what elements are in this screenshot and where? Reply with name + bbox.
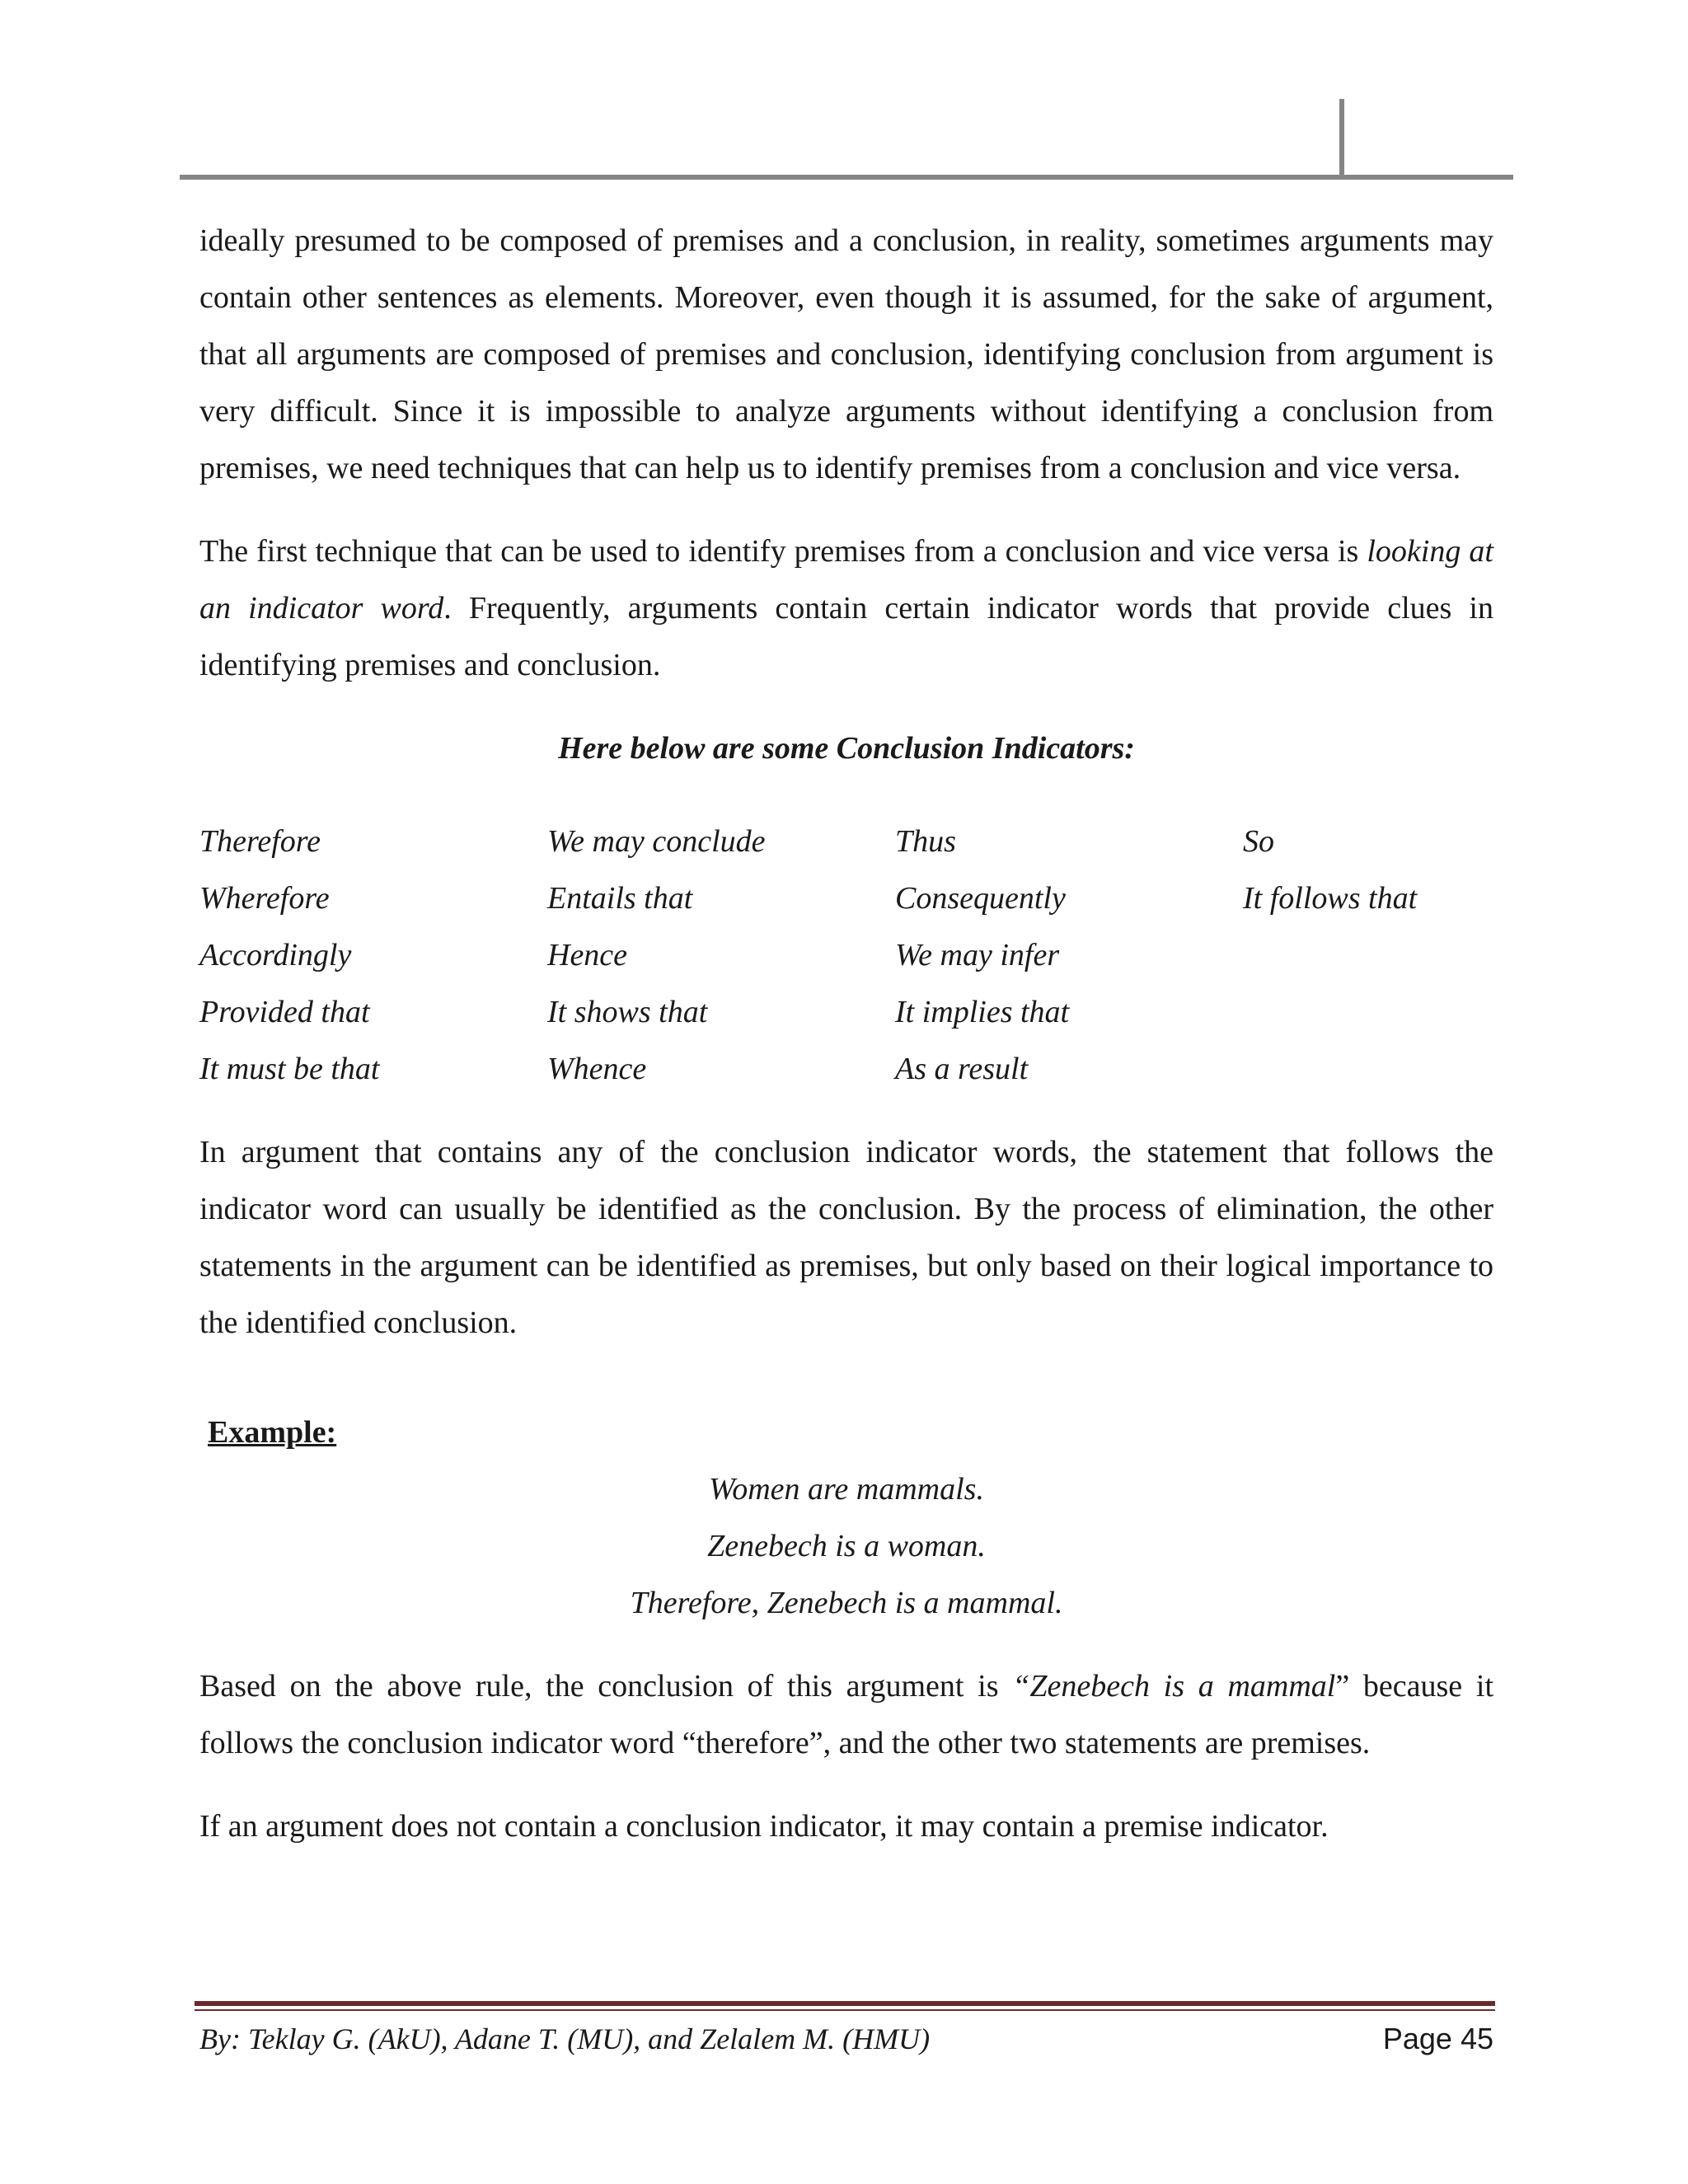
indicator-word: It shows that <box>547 995 708 1029</box>
indicator-word: Hence <box>547 938 628 972</box>
paragraph-4 <box>199 1658 1493 1772</box>
footer-rule-thin <box>195 2009 1495 2011</box>
footer-authors: By: Teklay G. (AkU), Adane T. (MU), and Zelalem M. (HMU) <box>199 2022 931 2055</box>
header-tick <box>1339 99 1344 178</box>
paragraph-4-end: ” because it follows the conclusion indicator word “therefore”, and the other two statements are premises. <box>199 1669 1494 1760</box>
paragraph-2-italic: looking at an indicator word <box>199 534 1493 626</box>
paragraph-5: If an argument does not contain a conclusion indicator, it may contain a premise indicator. <box>199 1809 1329 1844</box>
indicator-word: We may conclude <box>547 824 766 859</box>
indicator-word: Accordingly <box>199 938 352 972</box>
indicator-word: Wherefore <box>199 881 330 916</box>
indicator-word <box>1243 927 1493 984</box>
indicator-word: It must be that <box>199 1052 380 1086</box>
paragraph-4-start: Based on the above rule, the conclusion of this argument is <box>199 1669 1013 1704</box>
indicators-heading: Here below are some Conclusion Indicators: <box>558 731 1135 766</box>
footer-rule <box>195 2001 1495 2006</box>
example-line: Women are mammals. <box>709 1472 984 1507</box>
example-line: Therefore, Zenebech is a mammal. <box>630 1586 1063 1620</box>
indicator-word: Whence <box>547 1052 647 1086</box>
example-line: Zenebech is a woman. <box>707 1529 986 1563</box>
indicator-word <box>1243 984 1493 1041</box>
indicator-word: So <box>1243 824 1274 859</box>
indicator-word: Therefore <box>199 824 321 859</box>
paragraph-3: In argument that contains any of the conclusion indicator words, the statement that follows the indicator word can usually be identified as the conclusion. By the process of elimination, the other statements in the argument can be identified as premises, but only based on their logical importance to the identified conclusion. <box>199 1135 1493 1340</box>
paragraph-1: ideally presumed to be composed of premises and a conclusion, in reality, sometimes arguments may contain other sentences as elements. Moreover, even though it is assumed, for the sake of argument, that all arguments are composed of premises and conclusion, identifying conclusion from argument is very difficult. Since it is impossible to analyze arguments without identifying a conclusion from premises, we need techniques that can help us to identify premises from a conclusion and vice versa. <box>199 223 1493 485</box>
indicator-word: As a result <box>895 1052 1029 1086</box>
paragraph-4-italic: “Zenebech is a mammal <box>1012 1669 1336 1704</box>
indicator-word: We may infer <box>895 938 1060 972</box>
indicator-word: It follows that <box>1243 881 1418 916</box>
paragraph-2-end: . Frequently, arguments contain certain indicator words that provide clues in identifying premises and conclusion. <box>199 591 1493 682</box>
indicator-word: Entails that <box>547 881 693 916</box>
indicator-word: Thus <box>895 824 956 859</box>
page-number: Page 45 <box>1382 2022 1493 2055</box>
paragraph-2-start: The first technique that can be used to identify premises from a conclusion and vice versa is <box>199 534 1367 569</box>
header-rule <box>180 175 1513 180</box>
indicator-word: Consequently <box>895 881 1066 916</box>
indicator-word: It implies that <box>895 995 1070 1029</box>
example-label: Example: <box>208 1415 337 1450</box>
conclusion-indicators-table <box>199 813 1493 1098</box>
paragraph-2 <box>199 523 1493 694</box>
indicator-word <box>1243 1041 1493 1098</box>
page-content <box>199 213 1493 1855</box>
indicator-word: Provided that <box>199 995 370 1029</box>
